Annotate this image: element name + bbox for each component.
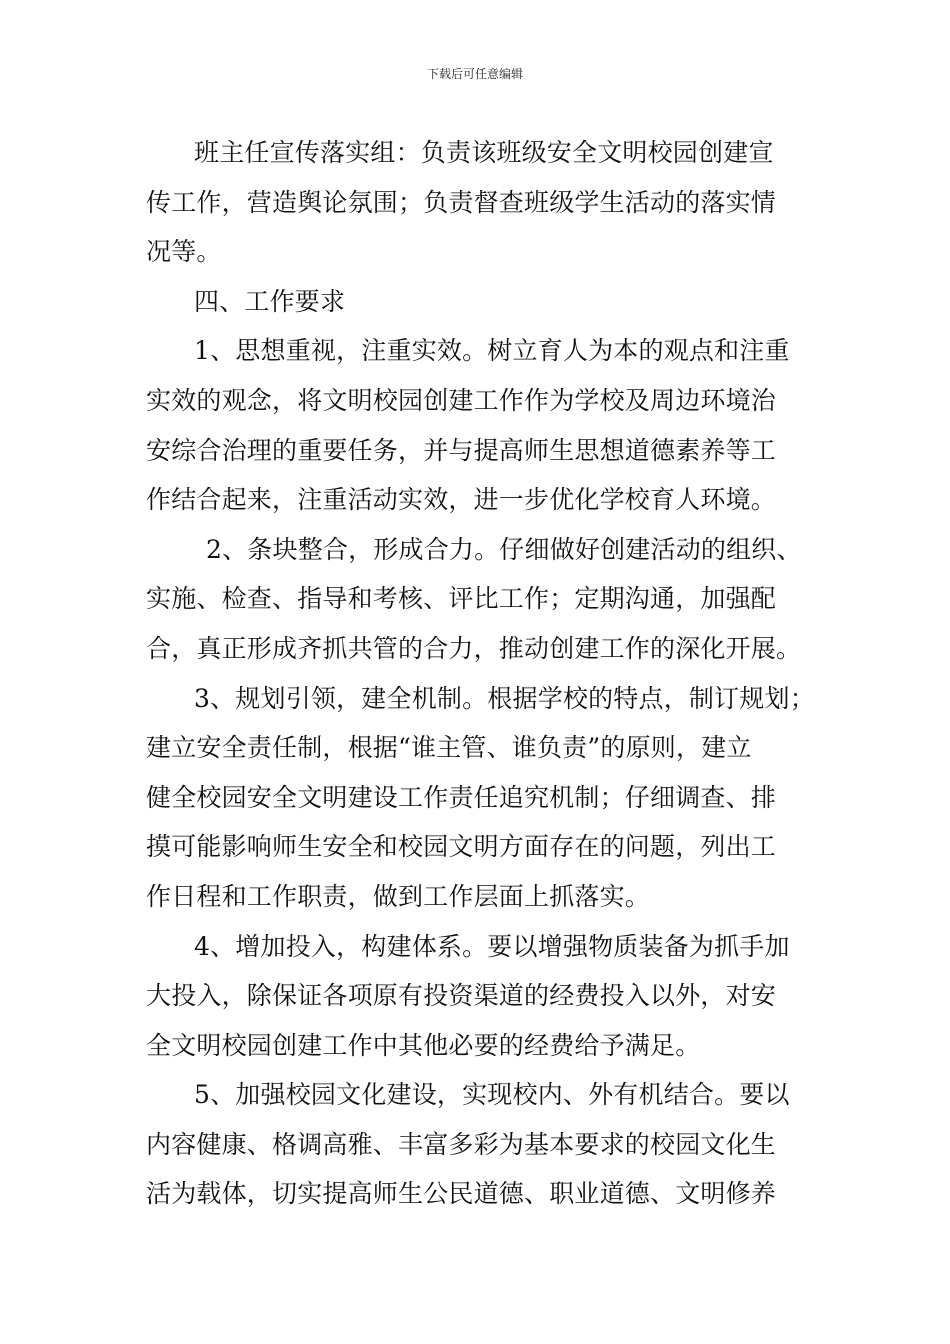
text-line: 况等。	[146, 237, 222, 267]
text-line: 合，真正形成齐抓共管的合力，推动创建工作的深化开展。	[146, 633, 802, 663]
paragraph-item-4	[146, 922, 806, 1071]
paragraph-item-3	[146, 674, 815, 922]
text-line: 摸可能影响师生安全和校园文明方面存在的问题，列出工	[146, 832, 777, 862]
paragraph-item-1	[146, 326, 806, 524]
paragraph-class-teacher-group	[146, 128, 806, 277]
text-line: 安综合治理的重要任务，并与提高师生思想道德素养等工	[146, 435, 777, 465]
text-line: 健全校园安全文明建设工作责任追究机制；仔细调查、排	[146, 782, 777, 812]
text-line: 5、加强校园文化建设，实现校内、外有机结合。要以	[194, 1080, 790, 1110]
text-line: 建立安全责任制，根据“谁主管、谁负责”的原则，建立	[146, 733, 752, 763]
paragraph-item-2	[146, 525, 806, 674]
text-line: 实效的观念，将文明校园创建工作作为学校及周边环境治	[146, 385, 777, 415]
text-line: 传工作，营造舆论氛围；负责督查班级学生活动的落实情	[146, 187, 777, 217]
text-line: 作日程和工作职责，做到工作层面上抓落实。	[146, 881, 651, 911]
text-line: 班主任宣传落实组：负责该班级安全文明校园创建宣	[194, 138, 774, 167]
document-body	[146, 128, 815, 1219]
paragraph-item-5	[146, 1070, 806, 1219]
section-heading-work-requirements	[146, 277, 806, 327]
section-heading: 四、工作要求	[194, 286, 346, 316]
text-line: 2、条块整合，形成合力。仔细做好创建活动的组织、	[206, 534, 802, 564]
text-line: 3、规划引领，建全机制。根据学校的特点，制订规划；	[194, 683, 815, 713]
text-line: 4、增加投入，构建体系。要以增强物质装备为抓手加	[194, 931, 790, 961]
text-line: 实施、检查、指导和考核、评比工作；定期沟通，加强配	[146, 584, 777, 614]
text-line: 内容健康、格调高雅、丰富多彩为基本要求的校园文化生	[146, 1129, 777, 1159]
text-line: 大投入，除保证各项原有投资渠道的经费投入以外，对安	[146, 981, 777, 1011]
text-line: 1、思想重视，注重实效。树立育人为本的观点和注重	[194, 336, 790, 366]
page-header: 下载后可任意编辑	[426, 67, 523, 81]
text-line: 全文明校园创建工作中其他必要的经费给予满足。	[146, 1030, 701, 1060]
text-line: 作结合起来，注重活动实效，进一步优化学校育人环境。	[146, 485, 777, 515]
text-line: 活为载体，切实提高师生公民道德、职业道德、文明修养	[146, 1179, 777, 1209]
